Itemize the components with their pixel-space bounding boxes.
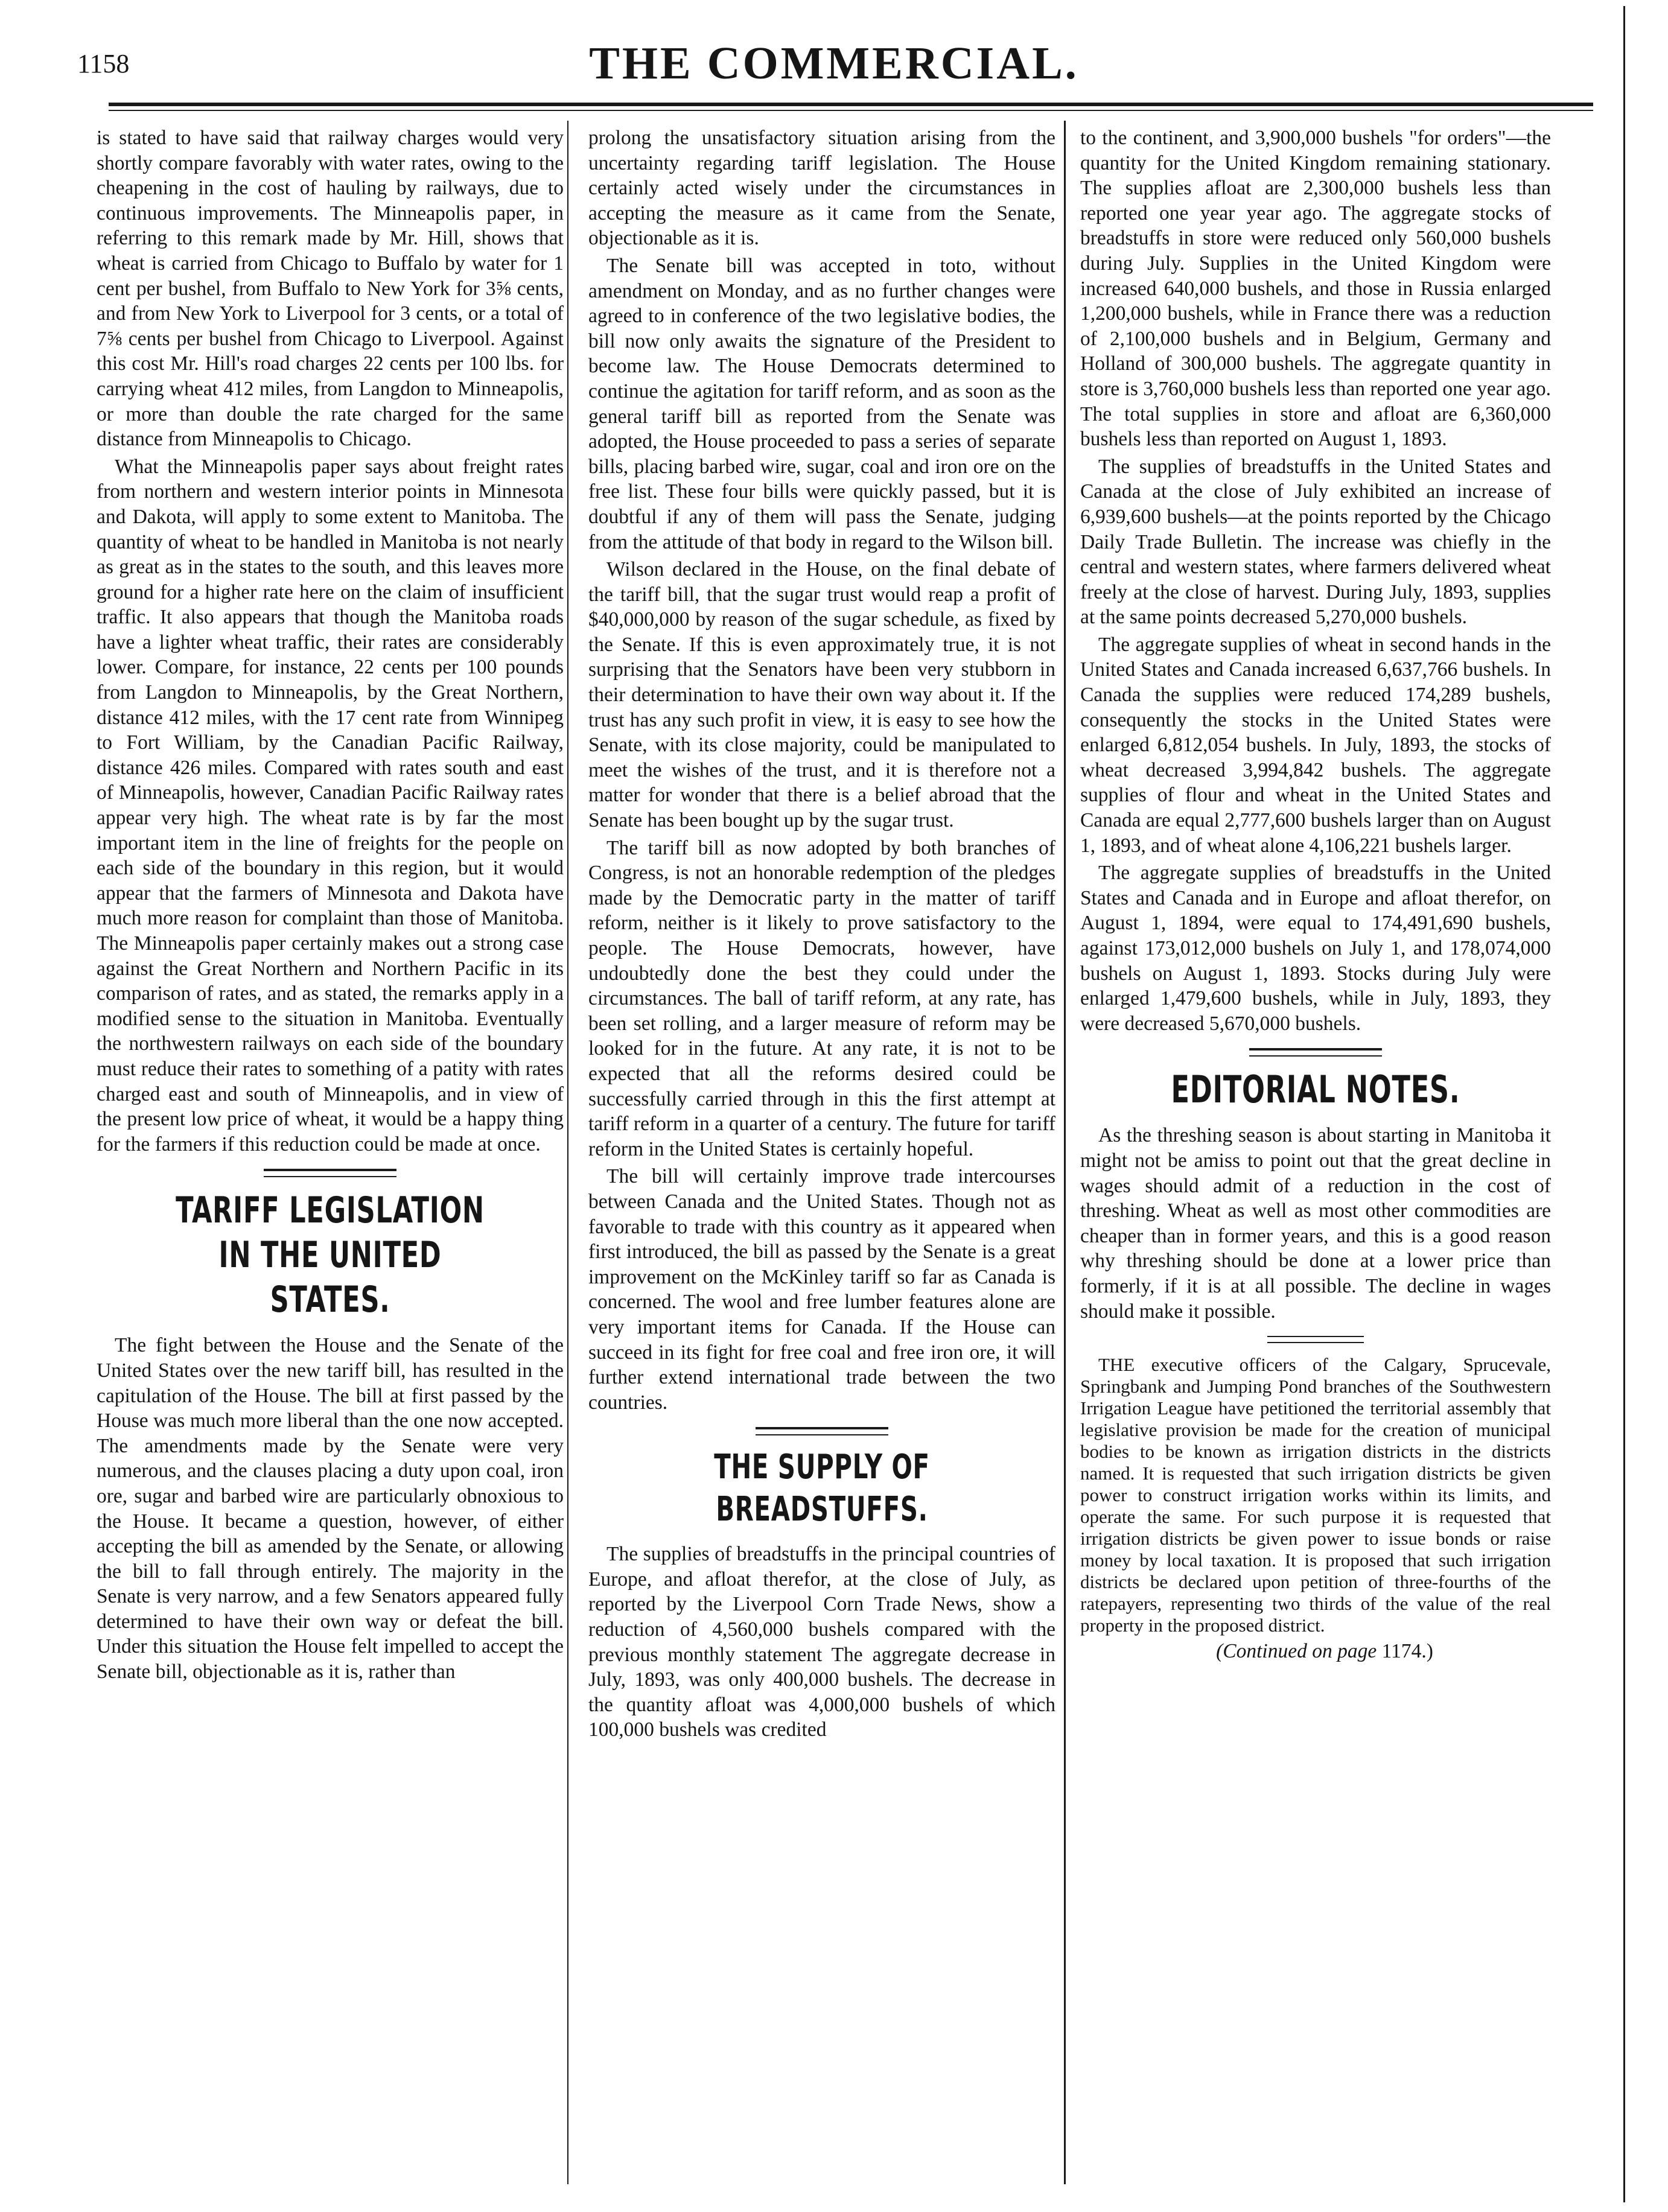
section-divider bbox=[1267, 1336, 1364, 1343]
continued-prefix: (Continued on page bbox=[1216, 1640, 1382, 1663]
article-paragraph: The supplies of breadstuffs in the principal countries of Europe, and afloat therefor, at the close of July, as reported by the Liverpool Corn Trade News, show a reduction of 4,560,000 bushels compared with the previous monthly statement The aggregate decrease in July, 1893, was only 400,000 bushels. The decrease in the quantity afloat was 4,000,000 bushels of which 100,000 bushels was credited bbox=[588, 1543, 1055, 1741]
column-2 bbox=[588, 126, 1055, 1745]
header-rule-thin bbox=[109, 110, 1593, 111]
continued-page-ref: 1174.) bbox=[1381, 1640, 1433, 1663]
column-1 bbox=[97, 126, 564, 1687]
article-paragraph: The Senate bill was accepted in toto, without amendment on Monday, and as no further changes were agreed to in conference of the two legislative bodies, the bill now only awaits the signature of the President to become law. The House Democrats determined to continue the agitation for tariff reform, and as soon as the general tariff bill as reported from the Senate was adopted, the House proceeded to pass a series of separate bills, placing barbed wire, sugar, coal and iron ore on the free list. These four bills were quickly passed, but it is doubtful if any of them will pass the Senate, judging from the attitude of that body in regard to the Wilson bill. bbox=[588, 254, 1055, 553]
column-3 bbox=[1080, 126, 1551, 1667]
section-divider bbox=[1249, 1048, 1382, 1057]
article-paragraph: prolong the unsatisfactory situation arising from the uncertainty regarding tariff legislation. The House certainly acted wisely under the circumstances in accepting the measure as it came from the Senate, objectionable as it is. bbox=[588, 127, 1055, 250]
section-heading-editorial: EDITORIAL NOTES. bbox=[1171, 1067, 1460, 1112]
article-paragraph: The aggregate supplies of breadstuffs in the United States and Canada and in Europe and afloat therefor, on August 1, 1894, were equal to 174,491,690 bushels, against 173,012,000 bushels on July 1, and 178,074,000 bushels on August 1, 1893. Stocks during July were enlarged 1,479,600 bushels, while in July, 1893, they were decreased 5,670,000 bushels. bbox=[1080, 862, 1551, 1035]
section-divider bbox=[756, 1427, 888, 1435]
page-number: 1158 bbox=[77, 49, 130, 78]
article-paragraph: The tariff bill as now adopted by both branches of Congress, is not an honorable redemption of the pledges made by the Democratic party in the matter of tariff reform, neither is it likely to prove satisfactory to the people. The House Democrats, however, have undoubtedly done the best they could under the circumstances. The ball of tariff reform, at any rate, has been set rolling, and a larger measure of reform may be looked for in the future. At any rate, it is not to be expected that all the reforms desired could be successfully carried through in this the first attempt at tariff reform in a quarter of a century. The future for tariff reform in the United States is certainly hopeful. bbox=[588, 836, 1055, 1160]
section-heading-breadstuffs: THE SUPPLY OF BREADSTUFFS. bbox=[714, 1448, 930, 1530]
article-paragraph: Wilson declared in the House, on the final debate of the tariff bill, that the sugar trust would reap a profit of $40,000,000 by reason of the sugar schedule, as fixed by the Senate. If this is even approximately true, it is not surprising that the Senators have been very stubborn in their determination to have their own way about it. If the trust has any such profit in view, it is easy to see how the Senate, with its close majority, could be manipulated to meet the wishes of the trust, and it is therefore not a matter for wonder that there is a belief abroad that the Senate has been bought up by the sugar trust. bbox=[588, 558, 1055, 832]
column-divider-1 bbox=[567, 121, 568, 2184]
article-paragraph: The fight between the House and the Senate of the United States over the new tariff bill, has resulted in the capitulation of the House. The bill at first passed by the House was much more liberal than the one now accepted. The amendments made by the Senate were very numerous, and the clauses placing a duty upon coal, iron ore, sugar and barbed wire are particularly obnoxious to the House. It became a question, however, of either accepting the bill as amended by the Senate, or allowing the bill to fall through entirely. The majority in the Senate is very narrow, and a few Senators appeared fully determined to have their own way or defeat the bill. Under this situation the House felt impelled to accept the Senate bill, objectionable as it is, rather than bbox=[97, 1334, 564, 1683]
section-heading-tariff: TARIFF LEGISLATION IN THE UNITED STATES. bbox=[176, 1189, 485, 1321]
continued-note bbox=[1080, 1639, 1551, 1664]
article-paragraph: As the threshing season is about starting in Manitoba it might not be amiss to point out that the great decline in wages should admit of a reduction in the cost of threshing. Wheat as well as most other commodities are cheaper than in former years, and this is a good reason why threshing should be done at a lower price than formerly, if it is at all possible. The decline in wages should make it possible. bbox=[1080, 1124, 1551, 1323]
article-paragraph: to the continent, and 3,900,000 bushels "for orders"—the quantity for the United Kingdom remaining stationary. The supplies afloat are 2,300,000 bushels less than reported one year year ago. The aggregate stocks of breadstuffs in store were reduced only 560,000 bushels during July. Supplies in the United Kingdom were increased 640,000 bushels, and those in Russia enlarged 1,200,000 bushels, while in France there was a reduction of 2,100,000 bushels and in Belgium, Germany and Holland of 300,000 bushels. The aggregate quantity in store is 3,760,000 bushels less than reported one year ago. The total supplies in store and afloat are 6,360,000 bushels less than reported on August 1, 1893. bbox=[1080, 127, 1551, 451]
section-divider bbox=[264, 1169, 396, 1177]
article-paragraph: The supplies of breadstuffs in the United States and Canada at the close of July exhibited an increase of 6,939,600 bushels—at the points reported by the Chicago Daily Trade Bulletin. The increase was chiefly in the central and western states, where farmers delivered wheat freely at the close of harvest. During July, 1893, supplies at the same points decreased 5,270,000 bushels. bbox=[1080, 455, 1551, 629]
page-header bbox=[0, 0, 1668, 109]
article-paragraph: What the Minneapolis paper says about freight rates from northern and western interior points in Minnesota and Dakota, will apply to some extent to Manitoba. The quantity of wheat to be handled in Manitoba is not nearly as great as in the states to the south, and this leaves more ground for a higher rate here on the claim of insufficient traffic. It also appears that though the Manitoba roads have a lighter wheat traffic, their rates are considerably lower. Compare, for instance, 22 cents per 100 pounds from Langdon to Minneapolis, by the Great Northern, distance 412 miles, with the 17 cent rate from Winnipeg to Fort William, by the Canadian Pacific Railway, distance 426 miles. Compared with rates south and east of Minneapolis, however, Canadian Pacific Railway rates appear very high. The wheat rate is by far the most important item in the line of freights for the people on each side of the boundary in this region, but it would appear that the farmers of Minnesota and Dakota have much more reason for complaint than those of Manitoba. The Minneapolis paper certainly makes out a strong case against the Great Northern and Northern Pacific in its comparison of rates, and as stated, the remarks apply in a modified sense to the situation in Manitoba. Eventually the northwestern railways on each side of the boundary must reduce their rates to something of a patity with rates charged east and south of Minneapolis, and in view of the present low price of wheat, it would be a happy thing for the farmers if this reduction could be made at once. bbox=[97, 455, 564, 1155]
masthead-title: THE COMMERCIAL. bbox=[589, 38, 1079, 89]
header-rule-thick bbox=[109, 103, 1593, 106]
page-edge-rule bbox=[1623, 6, 1625, 2202]
article-paragraph: The aggregate supplies of wheat in second hands in the United States and Canada increased 6,637,766 bushels. In Canada the supplies were reduced 174,289 bushels, consequently the stocks in the United States were enlarged 6,812,054 bushels. In July, 1893, the stocks of wheat decreased 3,994,842 bushels. The aggregate supplies of flour and wheat in the United States and Canada are equal 2,777,600 bushels larger than on August 1, 1893, and of wheat alone 4,106,221 bushels larger. bbox=[1080, 633, 1551, 857]
article-paragraph: The bill will certainly improve trade intercourses between Canada and the United States. Though not as favorable to trade with this country as it appeared when first introduced, the bill as passed by the Senate is a great improvement on the McKinley tariff so far as Canada is concerned. The wool and free lumber features alone are very important items for Canada. If the House can succeed in its fight for free coal and free iron ore, it will further extend international trade between the two countries. bbox=[588, 1165, 1055, 1414]
article-paragraph: THE executive officers of the Calgary, Sprucevale, Springbank and Jumping Pond branches of the Southwestern Irrigation League have petitioned the territorial assembly that legislative provision be made for the creation of municipal bodies to be known as irrigation districts in the districts named. It is requested that such irrigation districts be given power to construct irrigation works within its limits, and operate the same. For such purpose it is requested that irrigation districts be given power to issue bonds or raise money by local taxation. It is proposed that such irrigation districts be declared upon petition of three-fourths of the ratepayers, representing two thirds of the value of the real property in the proposed district. bbox=[1080, 1354, 1551, 1636]
article-paragraph: is stated to have said that railway charges would very shortly compare favorably with water rates, owing to the cheapening in the cost of hauling by railways, due to continuous improvements. The Minneapolis paper, in referring to this remark made by Mr. Hill, shows that wheat is carried from Chicago to Buffalo by water for 1 cent per bushel, from Buffalo to New York for 3⅝ cents, and from New York to Liverpool for 3 cents, or a total of 7⅝ cents per bushel from Chicago to Liverpool. Against this cost Mr. Hill's road charges 22 cents per 100 lbs. for carrying wheat 412 miles, from Langdon to Minneapolis, or more than double the rate charged for the same distance from Minneapolis to Chicago. bbox=[97, 127, 564, 451]
column-divider-2 bbox=[1064, 121, 1066, 2184]
